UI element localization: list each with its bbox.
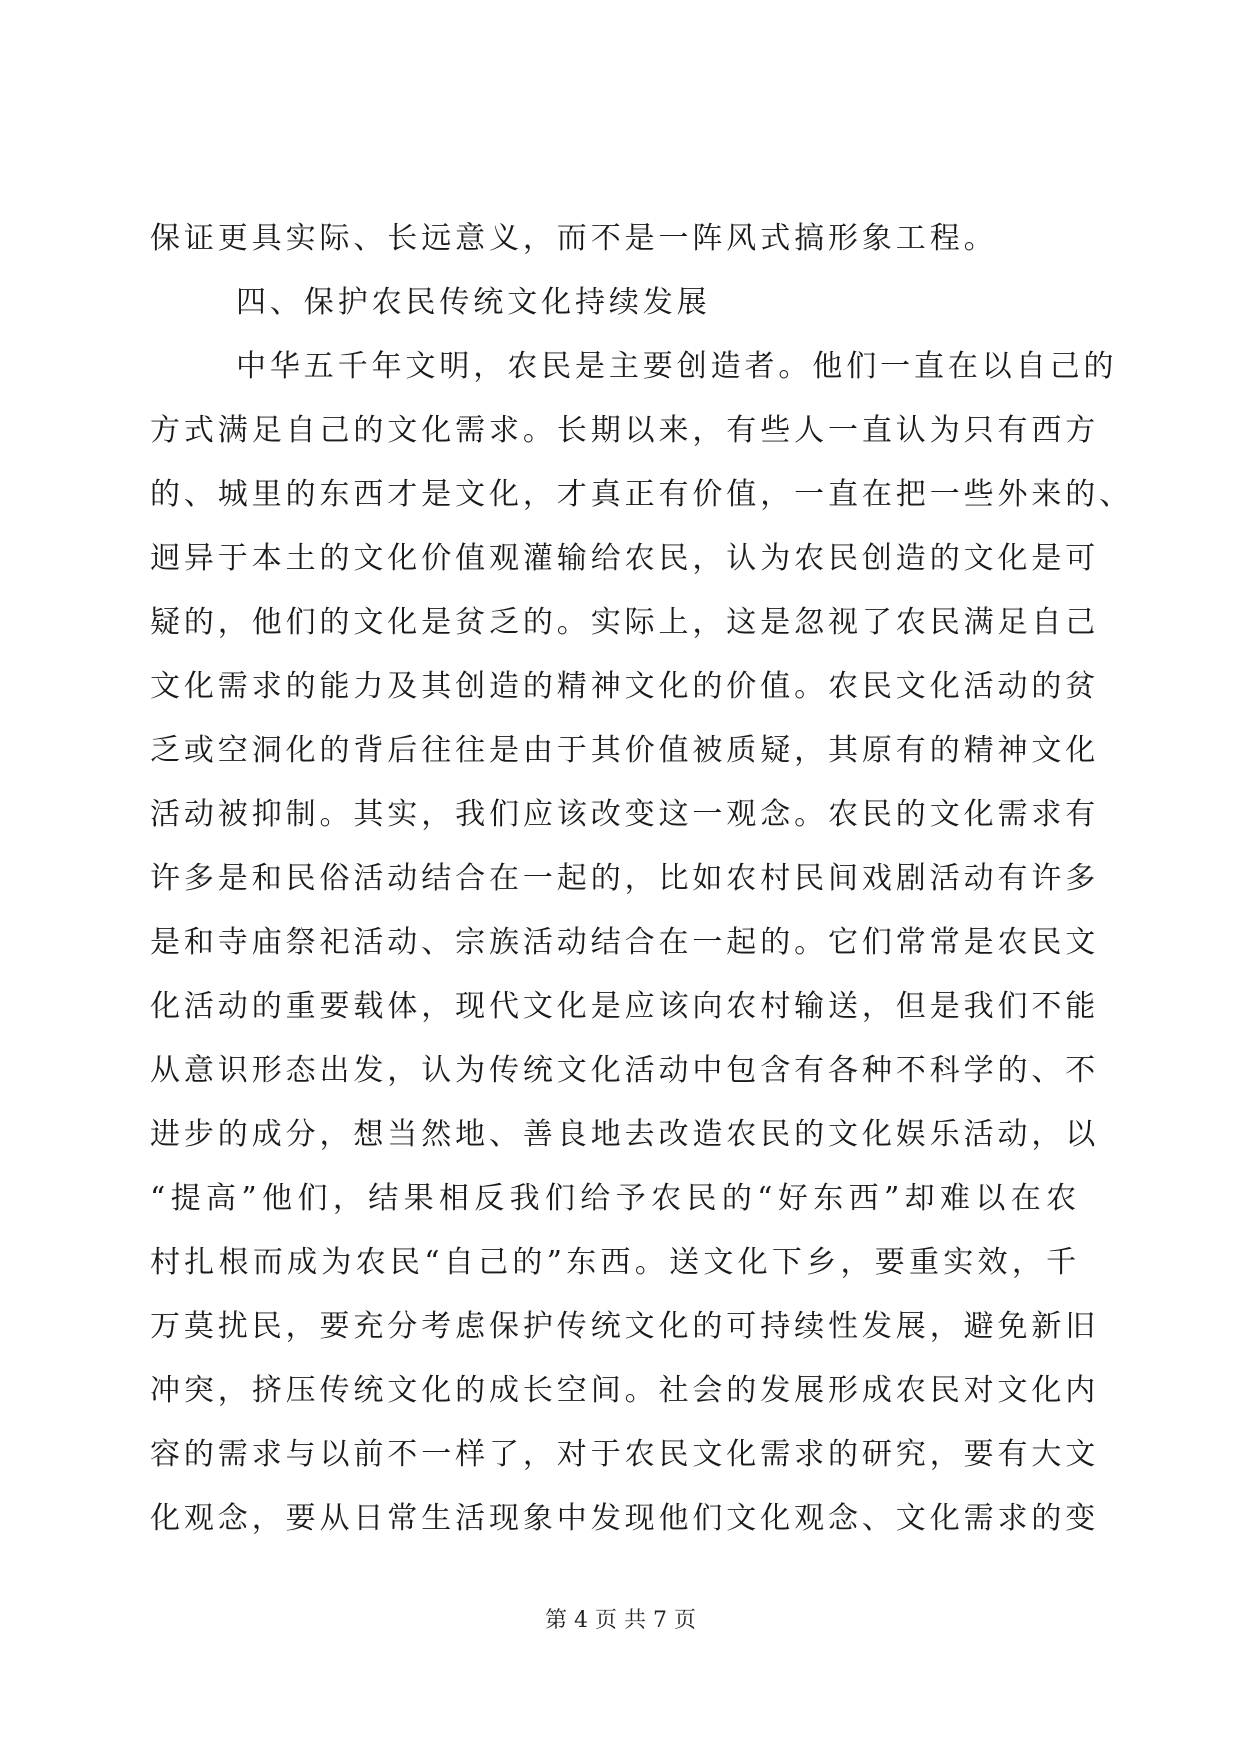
text-line: 化观念，要从日常生活现象中发现他们文化观念、文化需求的变 xyxy=(150,1501,1100,1536)
document-body xyxy=(150,207,1134,1551)
text-line: 保证更具实际、长远意义，而不是一阵风式搞形象工程。 xyxy=(150,221,998,256)
text-line: 容的需求与以前不一样了，对于农民文化需求的研究，要有大文 xyxy=(150,1437,1100,1472)
text-line: 文化需求的能力及其创造的精神文化的价值。农民文化活动的贫 xyxy=(150,669,1100,704)
text-line: 方式满足自己的文化需求。长期以来，有些人一直认为只有西方 xyxy=(150,413,1100,448)
text-line: 是和寺庙祭祀活动、宗族活动结合在一起的。它们常常是农民文 xyxy=(150,925,1100,960)
text-line: 万莫扰民，要充分考虑保护传统文化的可持续性发展，避免新旧 xyxy=(150,1309,1100,1344)
text-line: 冲突，挤压传统文化的成长空间。社会的发展形成农民对文化内 xyxy=(150,1373,1100,1408)
page-number-footer: 第 4 页 共 7 页 xyxy=(545,1608,696,1633)
text-line: 活动被抑制。其实，我们应该改变这一观念。农民的文化需求有 xyxy=(150,797,1100,832)
text-line: “提高”他们，结果相反我们给予农民的“好东西”却难以在农 xyxy=(150,1181,1080,1216)
text-line: 村扎根而成为农民“自己的”东西。送文化下乡，要重实效，千 xyxy=(150,1245,1080,1280)
text-line: 中华五千年文明，农民是主要创造者。他们一直在以自己的 xyxy=(236,349,1118,384)
text-line: 许多是和民俗活动结合在一起的，比如农村民间戏剧活动有许多 xyxy=(150,861,1100,896)
text-line: 迥异于本土的文化价值观灌输给农民，认为农民创造的文化是可 xyxy=(150,541,1100,576)
text-line: 化活动的重要载体，现代文化是应该向农村输送，但是我们不能 xyxy=(150,989,1100,1024)
text-line: 从意识形态出发，认为传统文化活动中包含有各种不科学的、不 xyxy=(150,1053,1100,1088)
text-line: 的、城里的东西才是文化，才真正有价值，一直在把一些外来的、 xyxy=(150,477,1134,512)
text-line: 疑的，他们的文化是贫乏的。实际上，这是忽视了农民满足自己 xyxy=(150,605,1100,640)
text-line: 乏或空洞化的背后往往是由于其价值被质疑，其原有的精神文化 xyxy=(150,733,1100,768)
text-line: 进步的成分，想当然地、善良地去改造农民的文化娱乐活动，以 xyxy=(150,1117,1100,1152)
text-line: 四、保护农民传统文化持续发展 xyxy=(236,285,711,320)
